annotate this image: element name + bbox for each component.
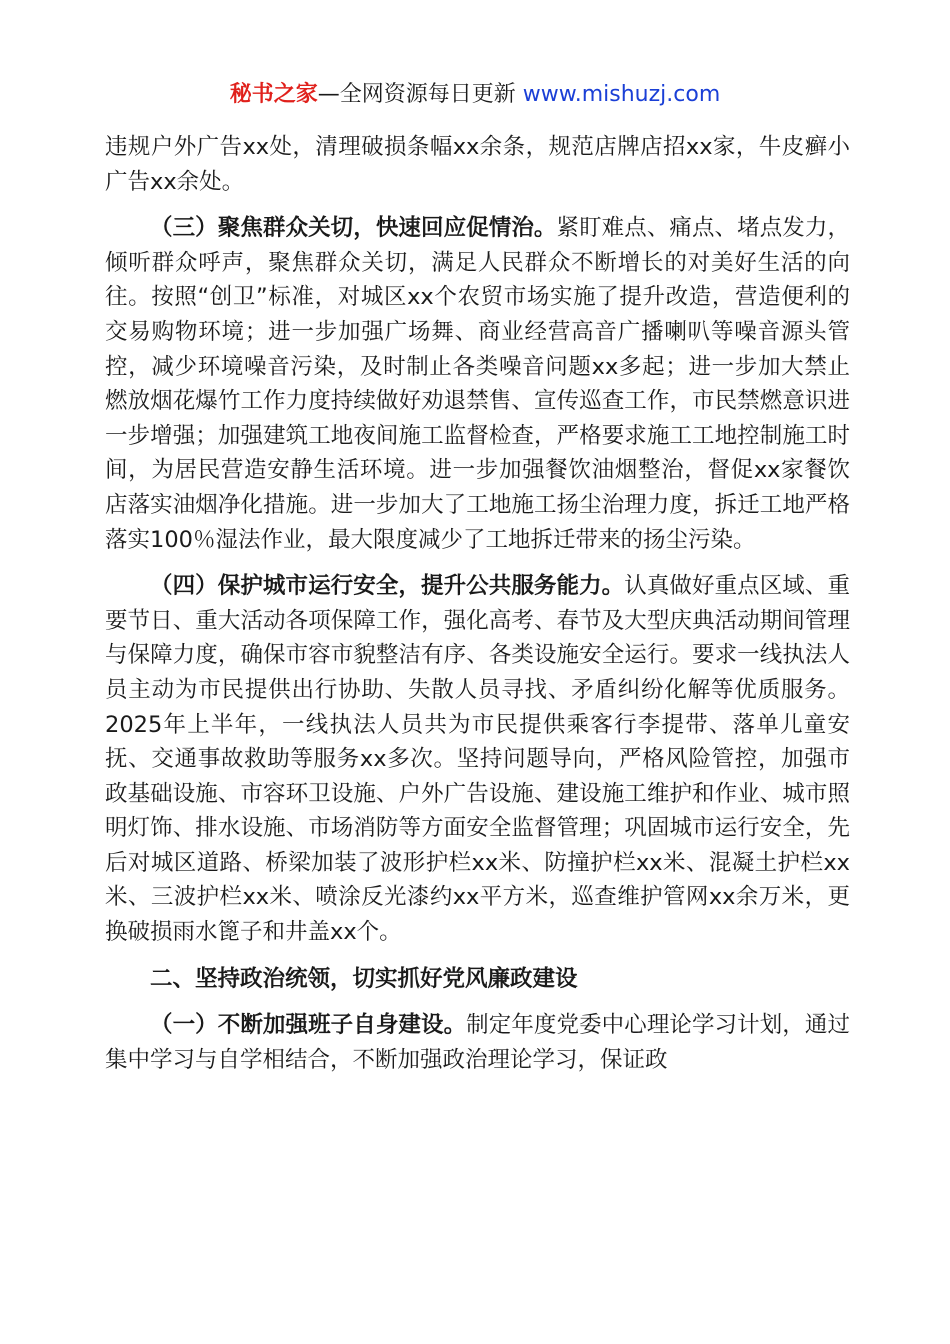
paragraph-text: 认真做好重点区域、重要节日、重大活动各项保障工作，强化高考、春节及大型庆典活动期间管理与保障力度，确保市容市貌整洁有序、各类设施安全运行。要求一线执法人员主动为市民提供出行协助、失散人员寻找、矛盾纠纷化解等优质服务。2025年上半年，一线执法人员共为市民提供乘客行李提带、落单儿童安抚、交通事故救助等服务xx多次。坚持问题导向，严格风险管控，加强市政基础设施、市容环卫设施、户外广告设施、建设施工维护和作业、城市照明灯饰、排水设施、市场消防等方面安全监督管理；巩固城市运行安全，先后对城区道路、桥梁加装了波形护栏xx米、防撞护栏xx米、混凝土护栏xx米、三波护栏xx米、喷涂反光漆约xx平方米，巡查维护管网xx余万米，更换破损雨水篦子和井盖xx个。 [105, 573, 850, 946]
paragraph-section-3 [105, 211, 850, 557]
paragraph-text: 违规户外广告xx处，清理破损条幅xx余条，规范店牌店招xx家，牛皮癣小广告xx余处。 [105, 134, 850, 195]
paragraph-text: 制定年度党委中心理论学习计划，通过集中学习与自学相结合，不断加强政治理论学习，保证政 [105, 1012, 850, 1073]
paragraph-text: 紧盯难点、痛点、堵点发力，倾听群众呼声，聚焦群众关切，满足人民群众不断增长的对美好生活的向往。按照“创卫”标准，对城区xx个农贸市场实施了提升改造，营造便利的交易购物环境；进一步加强广场舞、商业经营高音广播喇叭等噪音源头管控，减少环境噪音污染，及时制止各类噪音问题xx多起；进一步加大禁止燃放烟花爆竹工作力度持续做好劝退禁售、宣传巡查工作，市民禁燃意识进一步增强；加强建筑工地夜间施工监督检查，严格要求施工工地控制施工时间，为居民营造安静生活环境。进一步加强餐饮油烟整治，督促xx家餐饮店落实油烟净化措施。进一步加大了工地施工扬尘治理力度，拆迁工地严格落实100％湿法作业，最大限度减少了工地拆迁带来的扬尘污染。 [105, 215, 850, 553]
paragraph-lead: （四）保护城市运行安全，提升公共服务能力。 [150, 573, 625, 600]
paragraph-lead: （三）聚焦群众关切，快速回应促情治。 [150, 215, 557, 242]
paragraph-subsection-1 [105, 1008, 850, 1077]
paragraph-continued [105, 130, 850, 199]
paragraph-lead: （一）不断加强班子自身建设。 [150, 1012, 467, 1039]
site-header [0, 80, 950, 110]
site-tagline: —全网资源每日更新 [317, 82, 523, 107]
document-body [105, 130, 850, 1077]
site-url-link[interactable]: www.mishuzj.com [522, 82, 721, 107]
site-brand: 秘书之家 [229, 82, 318, 107]
paragraph-section-4 [105, 569, 850, 950]
section-heading: 二、坚持政治统领，切实抓好党风廉政建设 [150, 965, 578, 992]
